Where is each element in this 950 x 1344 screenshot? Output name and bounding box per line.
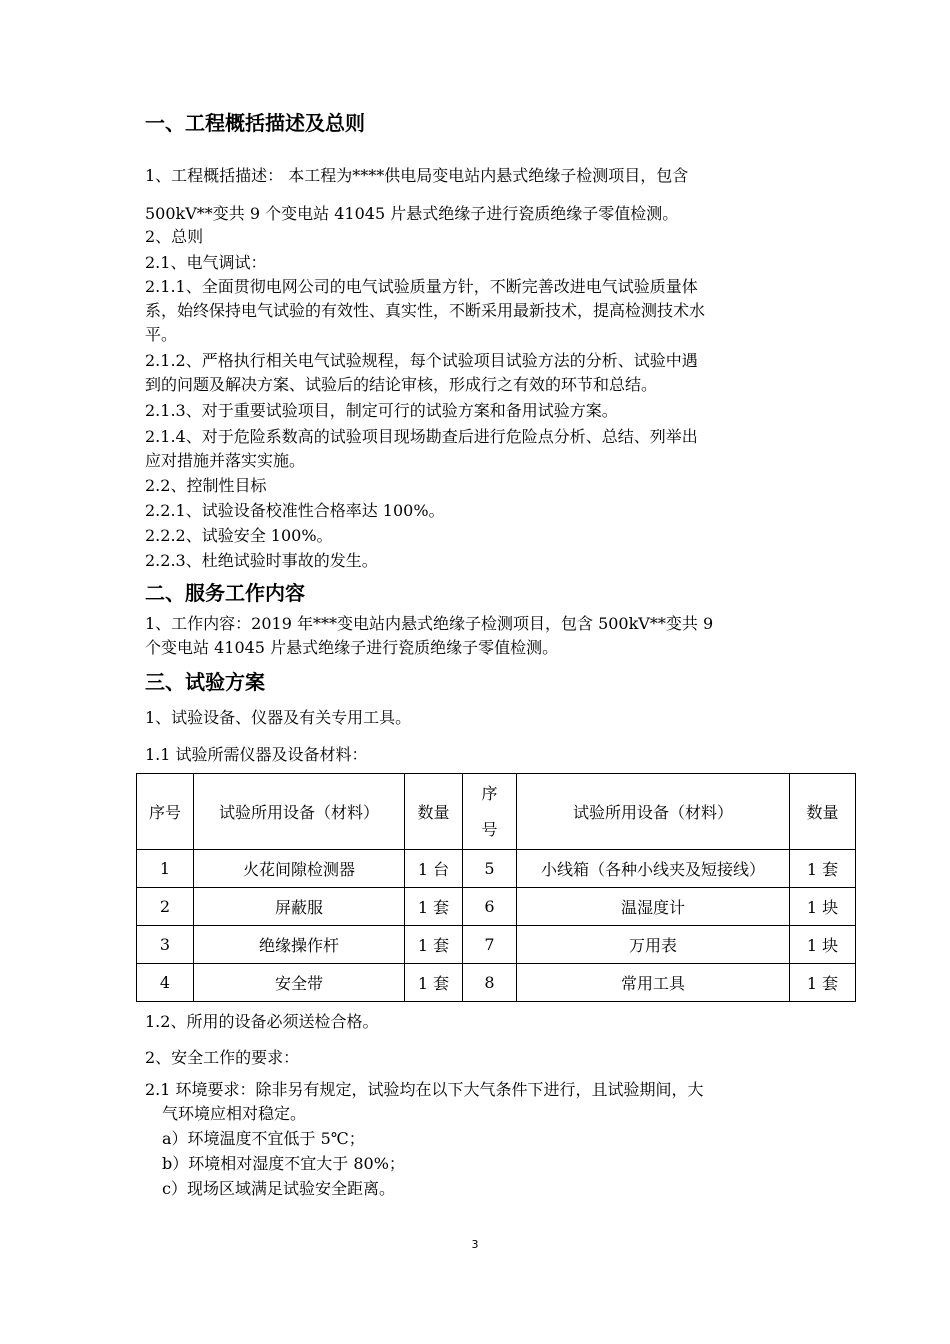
section1-heading: 一、工程概括描述及总则 [145,111,365,135]
section3-item-a: a）环境温度不宜低于 5℃； [162,1129,365,1148]
section1-p2-1-4-a: 2.1.4、对于危险系数高的试验项目现场勘查后进行危险点分析、总结、列举出 [145,427,698,446]
table-cell: 万用表 [517,926,790,964]
section1-p2-1-1-b: 系，始终保持电气试验的有效性、真实性，不断采用最新技术，提高检测技术水 [145,301,706,320]
section3-p1: 1、试验设备、仪器及有关专用工具。 [145,708,412,727]
table-cell: 1 套 [405,926,463,964]
table-cell: 1 [137,850,194,888]
section1-p2-2-1: 2.2.1、试验设备校准性合格率达 100%。 [145,501,445,520]
section1-p2-1-1-a: 2.1.1、全面贯彻电网公司的电气试验质量方针，不断完善改进电气试验质量体 [145,277,698,296]
table-cell: 8 [463,964,517,1002]
table-header-cell: 试验所用设备（材料） [517,774,790,850]
table-cell: 3 [137,926,194,964]
section1-p2-2-2: 2.2.2、试验安全 100%。 [145,526,333,545]
table-cell: 屏蔽服 [194,888,405,926]
table-cell: 7 [463,926,517,964]
section3-p2-1-a: 2.1 环境要求：除非另有规定，试验均在以下大气条件下进行，且试验期间，大 [145,1080,704,1099]
section1-p2-1-4-b: 应对措施并落实实施。 [145,451,306,470]
table-header-cell: 序号 [137,774,194,850]
section3-p2: 2、安全工作的要求： [145,1048,300,1067]
table-cell: 安全带 [194,964,405,1002]
section1-p2-1: 2.1、电气调试： [145,253,267,272]
table-header-cell: 数量 [790,774,856,850]
table-cell: 1 块 [790,926,856,964]
table-row [137,850,856,888]
section3-p1-2: 1.2、所用的设备必须送检合格。 [145,1012,379,1031]
section2-p1-line1: 1、工作内容：2019 年***变电站内悬式绝缘子检测项目，包含 500kV**变共 9 [145,614,714,633]
table-row [137,964,856,1002]
section3-item-c: c）现场区域满足试验安全距离。 [162,1179,395,1198]
section3-item-b: b）环境相对湿度不宜大于 80%； [162,1154,405,1173]
table-cell: 1 套 [790,850,856,888]
table-cell: 1 块 [790,888,856,926]
section1-p2-1-1-c: 平。 [145,325,178,344]
section1-p2-2: 2.2、控制性目标 [145,476,267,495]
table-header-cell [463,774,517,850]
table-cell: 6 [463,888,517,926]
section3-heading: 三、试验方案 [145,670,265,694]
section1-p2: 2、总则 [145,227,204,246]
table-cell: 小线箱（各种小线夹及短接线） [517,850,790,888]
section1-p2-1-3: 2.1.3、对于重要试验项目，制定可行的试验方案和备用试验方案。 [145,401,618,420]
section2-p1-line2: 个变电站 41045 片悬式绝缘子进行瓷质绝缘子零值检测。 [145,638,559,657]
table-cell: 5 [463,850,517,888]
table-cell: 绝缘操作杆 [194,926,405,964]
table-cell: 温湿度计 [517,888,790,926]
section2-heading: 二、服务工作内容 [145,581,305,605]
section1-p2-1-2-b: 到的问题及解决方案、试验后的结论审核，形成行之有效的环节和总结。 [145,375,658,394]
table-cell: 1 套 [405,888,463,926]
section3-p2-1-b: 气环境应相对稳定。 [162,1104,307,1123]
table-header-cell: 试验所用设备（材料） [194,774,405,850]
section1-p1-line1: 1、工程概括描述： 本工程为****供电局变电站内悬式绝缘子检测项目，包含 [145,166,689,185]
table-cell: 1 台 [405,850,463,888]
section1-p2-1-2-a: 2.1.2、严格执行相关电气试验规程，每个试验项目试验方法的分析、试验中遇 [145,351,698,370]
section1-p2-2-3: 2.2.3、杜绝试验时事故的发生。 [145,551,378,570]
page-number: 3 [471,1238,479,1251]
table-cell: 火花间隙检测器 [194,850,405,888]
table-header-row [137,774,856,850]
table-row [137,888,856,926]
table-cell: 1 套 [405,964,463,1002]
table-cell: 常用工具 [517,964,790,1002]
table-cell: 2 [137,888,194,926]
equipment-table [136,773,856,1002]
section3-p1-1: 1.1 试验所需仪器及设备材料： [145,745,368,764]
section1-p1-line2: 500kV**变共 9 个变电站 41045 片悬式绝缘子进行瓷质绝缘子零值检测。 [145,204,679,223]
table-header-cell: 数量 [405,774,463,850]
table-row [137,926,856,964]
table-header-cell-text: 序号 [481,783,498,839]
table-cell: 4 [137,964,194,1002]
table-cell: 1 套 [790,964,856,1002]
